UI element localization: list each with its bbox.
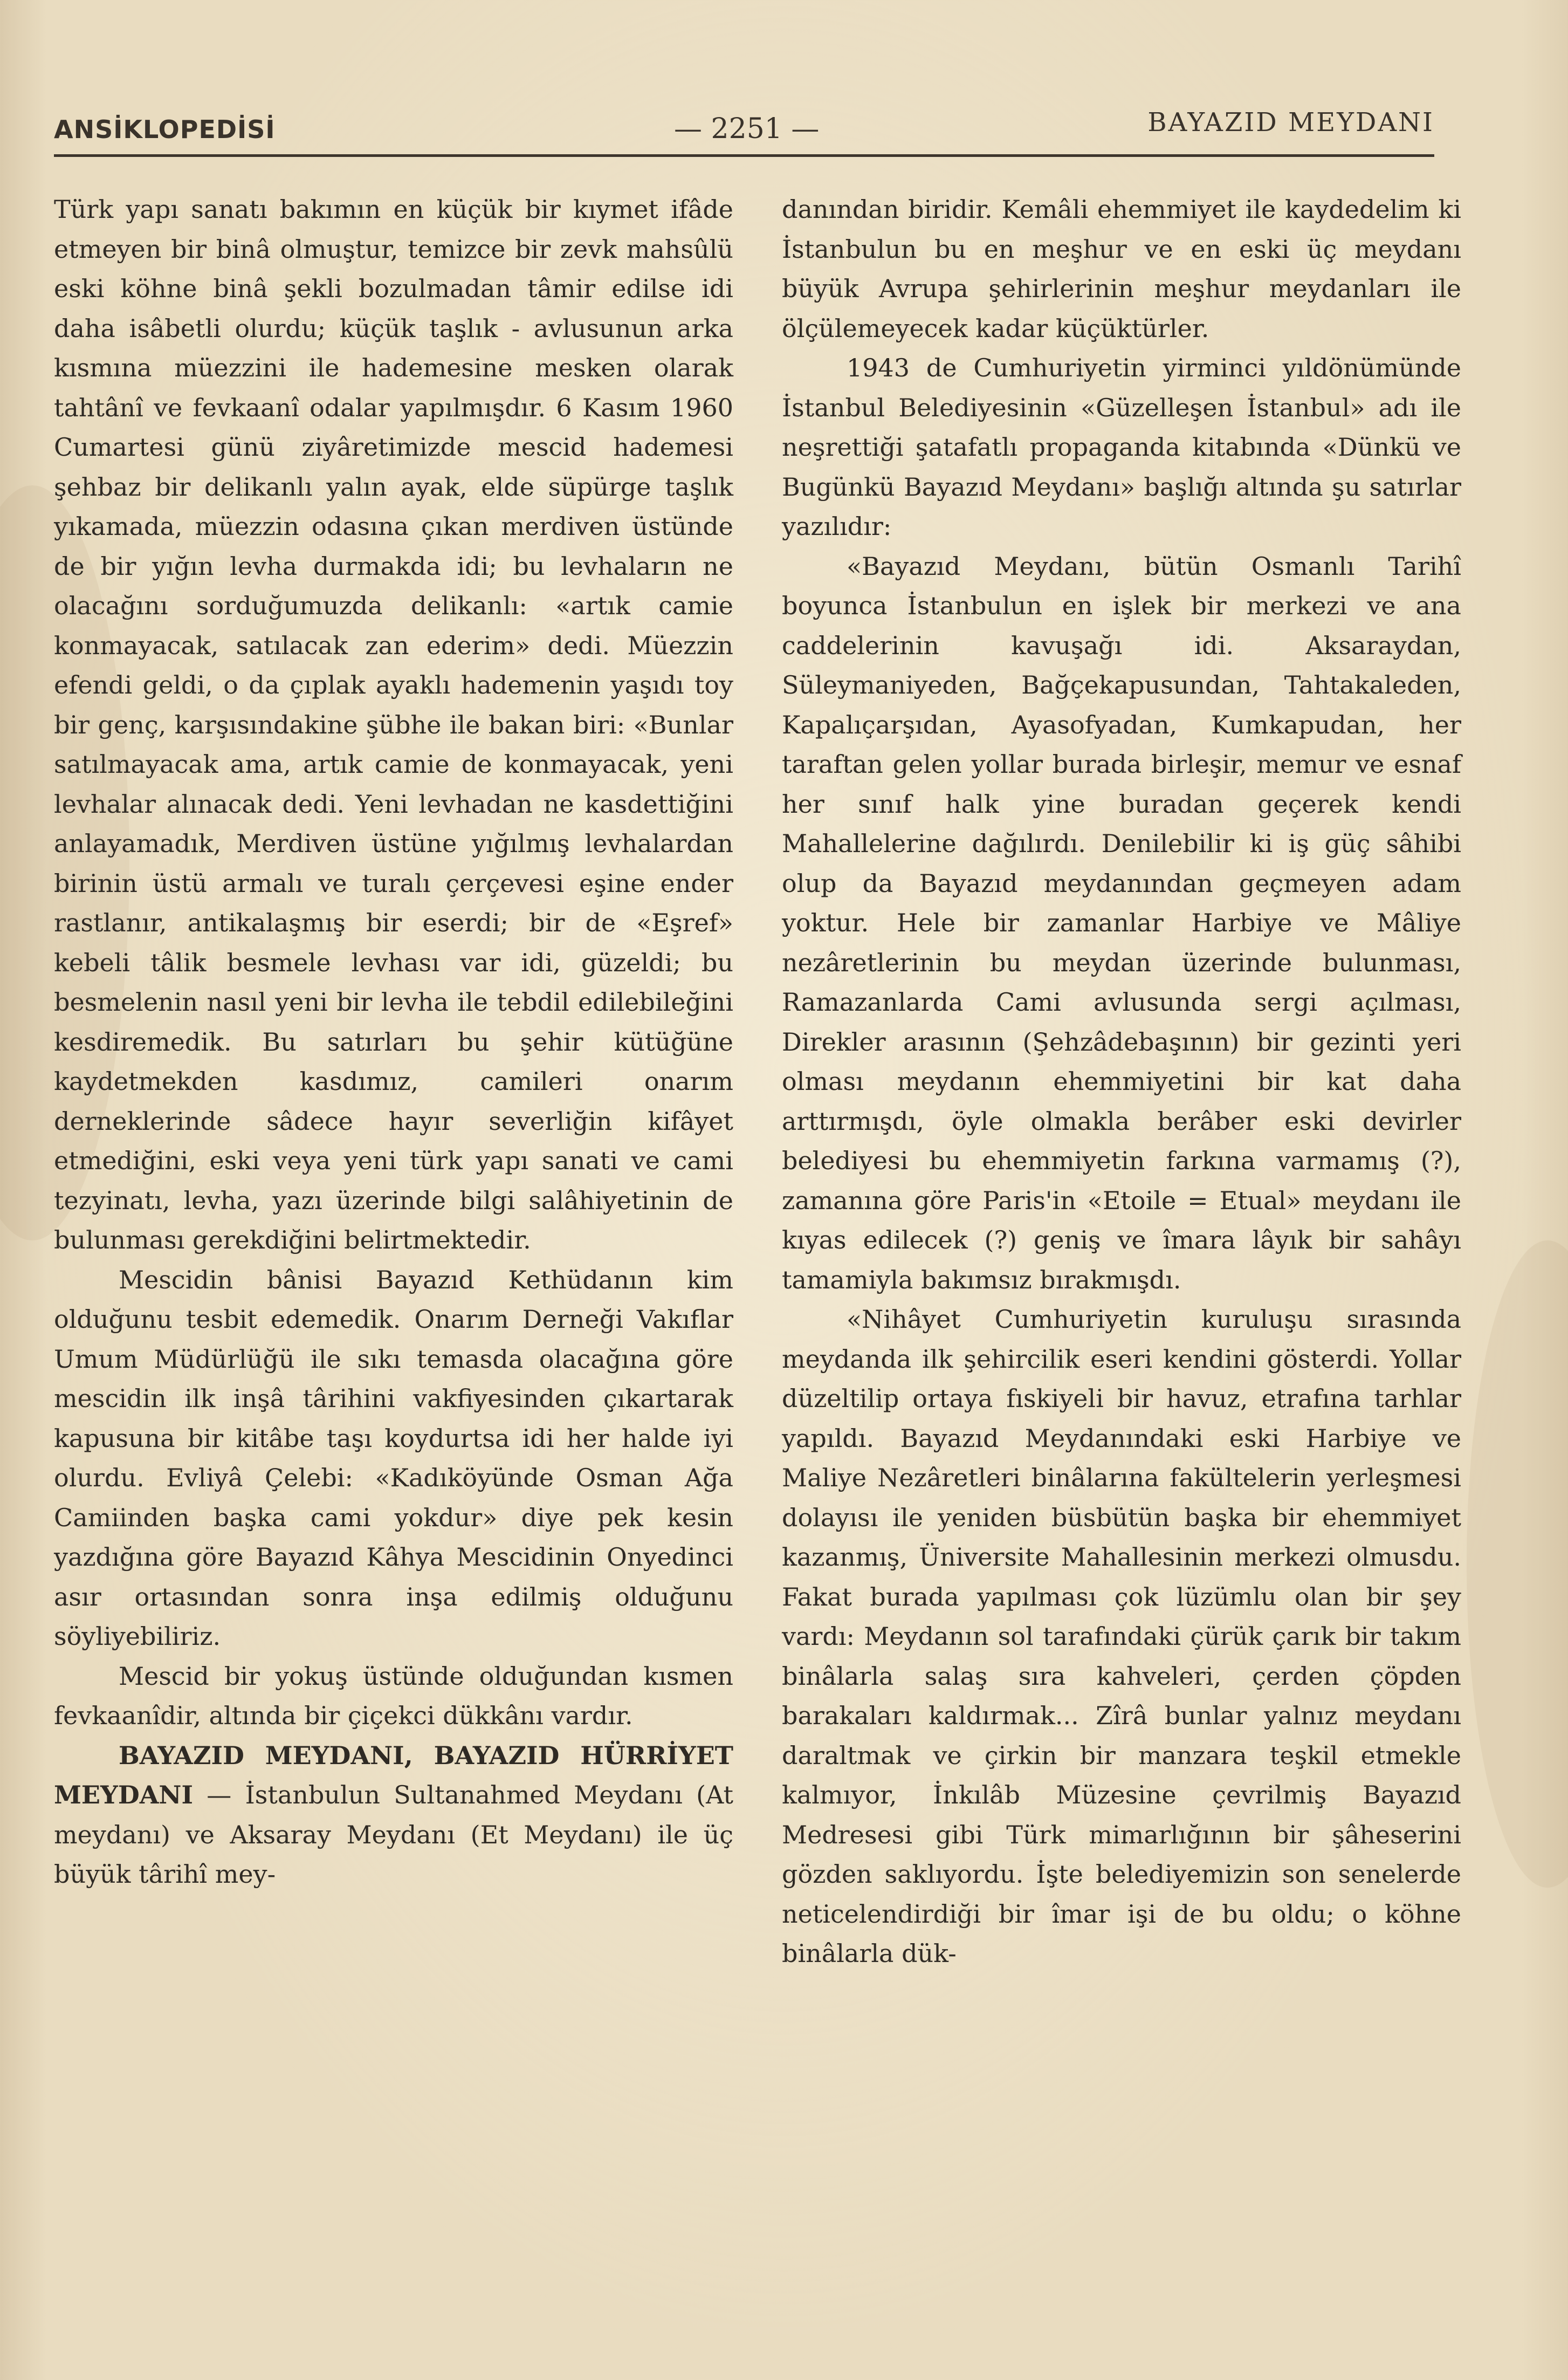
header-rule xyxy=(54,154,1434,157)
right-column xyxy=(782,190,1461,1974)
left-column xyxy=(54,190,733,1895)
entry-paragraph xyxy=(54,1736,733,1895)
entry-text: — İstanbulun Sultanahmed Meydanı (At meydanı) ve Aksaray Meydanı (Et Meydanı) ile üç büyük târihî mey- xyxy=(54,1780,733,1889)
paragraph: 1943 de Cumhuriyetin yirminci yıldönümünde İstanbul Belediyesinin «Güzelleşen İstanbul» adı ile neşrettiği şatafatlı propaganda kitabında «Dünkü ve Bugünkü Bayazıd Meydanı» başlığı altında şu satırlar yazılıdır: xyxy=(782,353,1461,541)
header-title-left: ANSİKLOPEDİSİ xyxy=(54,115,276,144)
header-title-right: BAYAZID MEYDANI xyxy=(1147,107,1434,138)
paragraph: Mescid bir yokuş üstünde olduğundan kısmen fevkaanîdir, altında bir çiçekci dükkânı vardır. xyxy=(54,1661,733,1730)
paragraph: Türk yapı sanatı bakımın en küçük bir kıymet ifâde etmeyen bir binâ olmuştur, temizce bir zevk mahsûlü eski köhne binâ şekli bozulmadan tâmir edilse idi daha isâbetli olurdu; küçük taşlık - avlusunun arka kısmına müezzini ile hademesine mesken olarak tahtânî ve fevkaanî odalar yapılmışdır. 6 Kasım 1960 Cumartesi günü ziyâretimizde mescid hademesi şehbaz bir delikanlı yalın ayak, elde süpürge taşlık yıkamada, müezzin odasına çıkan merdiven üstünde de bir yığın levha durmakda idi; bu levhaların ne olacağını sorduğumuzda delikanlı: «artık camie konmayacak, satılacak zan ederim» dedi. Müezzin efendi geldi, o da çıplak ayaklı hademenin yaşıdı toy bir genç, karşısındakine şübhe ile bakan biri: «Bunlar satılmayacak ama, artık camie de konmayacak, yeni levhalar alınacak dedi. Yeni levhadan ne kasdettiğini anlayamadık, Merdiven üstüne yığılmış levhalardan birinin üstü armalı ve turalı çerçevesi eşine ender rastlanır, antikalaşmış bir eserdi; bir de «Eşref» kebeli tâlik besmele levhası var idi, güzeldi; bu besmelenin nasıl yeni bir levha ile tebdil edilebileğini kesdiremedik. Bu satırları bu şehir kütüğüne kaydetmekden kasdımız, camileri onarım derneklerinde sâdece hayır severliğin kifâyet etmediğini, eski veya yeni türk yapı sanati ve cami tezyinatı, levha, yazı üzerinde bilgi salâhiyetinin de bulunması gerekdiğini belirtmektedir. xyxy=(54,195,733,1254)
entry-heading: BAYAZID MEYDANI, BAYAZID HÜRRİYET MEYDANI xyxy=(54,1740,733,1809)
quote-paragraph: «Nihâyet Cumhuriyetin kuruluşu sırasında meydanda ilk şehircilik eseri kendini gösterdi. Yollar düzeltilip ortaya fıskiyeli bir havuz, etrafına tarhlar yapıldı. Bayazıd Meydanındaki eski Harbiye ve Maliye Nezâretleri binâlarına fakültelerin yerleşmesi dolayısı ile yeniden büsbütün başka bir ehemmiyet kazanmış, Üniversite Mahallesinin merkezi olmusdu. Fakat burada yapılması çok lüzümlu olan bir şey vardı: Meydanın sol tarafındaki çürük çarık bir takım binâlarla salaş sıra kahveleri, çerden çöpden barakaları kaldırmak... Zîrâ bunlar yalnız meydanı daraltmak ve çirkin bir manzara teşkil etmekle kalmıyor, İnkılâb Müzesine çevrilmiş Bayazıd Medresesi gibi Türk mimarlığının bir şâheserini gözden saklıyordu. İşte belediyemizin son senelerde neticelendirdiği bir îmar işi de bu oldu; o köhne binâlarla dük- xyxy=(782,1305,1461,1968)
running-header xyxy=(54,105,1434,159)
paragraph: danından biridir. Kemâli ehemmiyet ile kaydedelim ki İstanbulun bu en meşhur ve en eski üç meydanı büyük Avrupa şehirlerinin meşhur meydanları ile ölçülemeyecek kadar küçüktürler. xyxy=(782,195,1461,343)
paragraph: Mescidin bânisi Bayazıd Kethüdanın kim olduğunu tesbit edemedik. Onarım Derneği Vakıflar Umum Müdürlüğü ile sıkı temasda olacağına göre mescidin ilk inşâ târihini vakfiyesinden çıkartarak kapusuna bir kitâbe taşı koydurtsa idi her halde iyi olurdu. Evliyâ Çelebi: «Kadıköyünde Osman Ağa Camiinden başka cami yokdur» diye pek kesin yazdığına göre Bayazıd Kâhya Mescidinin Onyedinci asır ortasından sonra inşa edilmiş olduğunu söyliyebiliriz. xyxy=(54,1265,733,1651)
page-number: — 2251 — xyxy=(674,113,820,145)
paper-stain xyxy=(1467,1240,1568,1888)
quote-paragraph: «Bayazıd Meydanı, bütün Osmanlı Tarihî boyunca İstanbulun en işlek bir merkezi ve ana caddelerinin kavuşağı idi. Aksaraydan, Süleymaniyeden, Bağçekapusundan, Tahtakaleden, Kapalıçarşıdan, Ayasofyadan, Kumkapudan, her taraftan gelen yollar burada birleşir, memur ve esnaf her sınıf halk yine buradan geçerek kendi Mahallelerine dağılırdı. Denilebilir ki iş güç sâhibi olup da Bayazıd meydanından geçmeyen adam yoktur. Hele bir zamanlar Harbiye ve Mâliye nezâretlerinin bu meydan üzerinde bulunması, Ramazanlarda Cami avlusunda sergi açılması, Direkler arasının (Şehzâdebaşının) bir gezinti yeri olması meydanın ehemmiyetini bir kat daha arttırmışdı, öyle olmakla berâber eski devirler belediyesi bu ehemmiyetin farkına varmamış (?), zamanına göre Paris'in «Etoile = Etual» meydanı ile kıyas edilecek (?) geniş ve îmara lâyık bir sahâyı tamamiyla bakımsız bırakmışdı. xyxy=(782,551,1461,1294)
